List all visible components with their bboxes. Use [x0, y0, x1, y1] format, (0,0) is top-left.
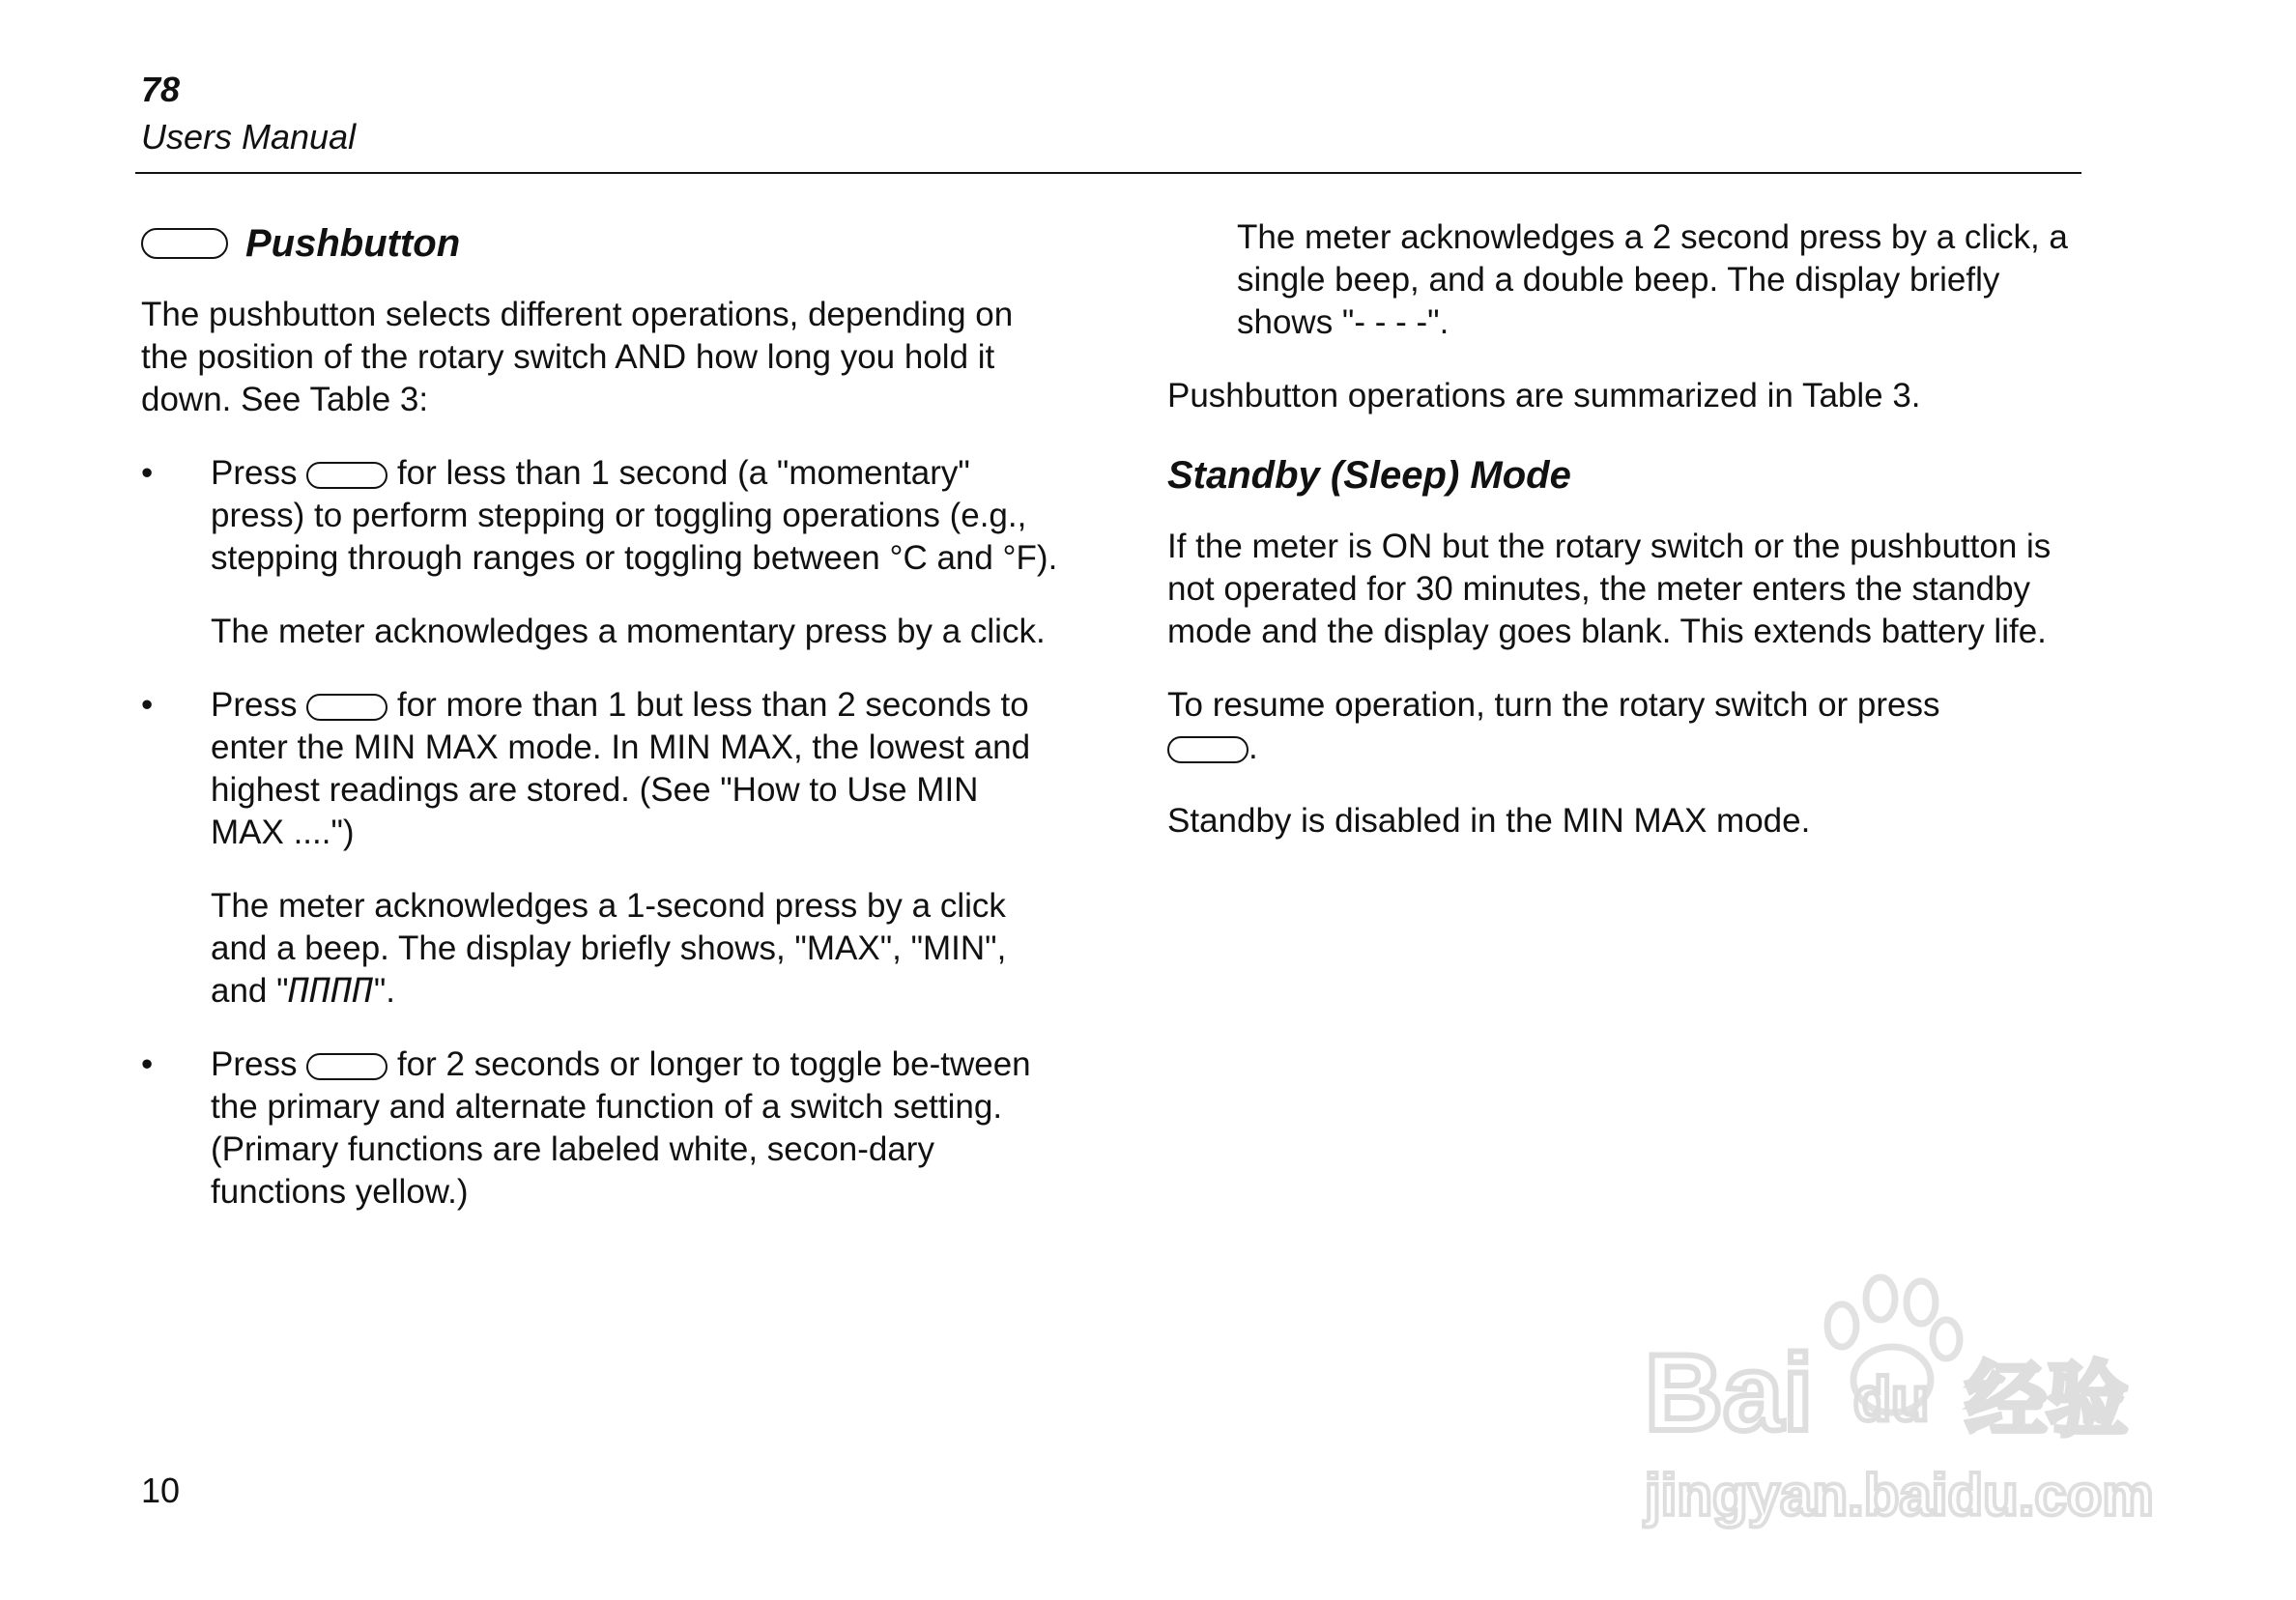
pushbutton-icon: [306, 462, 387, 489]
pushbutton-icon: [306, 694, 387, 721]
pushbutton-icon: [1167, 736, 1248, 763]
pushbutton-icon: [306, 1053, 387, 1080]
resume-paragraph: [1167, 684, 2085, 769]
bullet-followup: [211, 885, 1059, 1013]
standby-paragraph: If the meter is ON but the rotary switch or the pushbutton is not operated for 30 minutes, the meter enters the standby mode and the display goes blank. This extends battery life.: [1167, 528, 2052, 650]
list-item: [141, 452, 1059, 653]
watermark-brand-mark: du: [1853, 1364, 1930, 1434]
watermark-brand-cn: 经验: [1966, 1353, 2129, 1447]
bullet-icon: •: [141, 454, 154, 492]
continued-paragraph: The meter acknowledges a 2 second press by a click, a single beep, and a double beep. The display briefly shows "- - - -".: [1237, 218, 2068, 341]
header-page-ref: 78: [141, 70, 181, 109]
bullet-lead: Press: [211, 1045, 298, 1083]
followup-suffix: ".: [373, 972, 395, 1010]
bullet-icon: •: [141, 686, 154, 724]
left-column: [141, 216, 1059, 1244]
watermark-brand: Bai: [1645, 1332, 1814, 1453]
manual-title: Users Manual: [141, 117, 357, 157]
bullet-lead: Press: [211, 686, 298, 724]
lcd-display-glyphs: ΠΠΠΠ: [288, 972, 374, 1011]
list-item: [141, 684, 1059, 1013]
baidu-watermark: [1639, 1256, 2180, 1536]
bullet-text: for 2 seconds or longer to toggle be-tween the primary and alternate function of a switch setting. (Primary functions are labeled white, secon-dary functions yellow.): [211, 1045, 1031, 1211]
followup-prefix: The meter acknowledges a 1-second press by a click and a beep. The display briefly shows, "MAX", "MIN", and ": [211, 887, 1007, 1010]
pushbutton-intro: The pushbutton selects different operations, depending on the position of the rotary switch AND how long you hold it down. See Table 3:: [141, 296, 1014, 418]
pushbutton-bullet-list: [141, 452, 1059, 1214]
pushbutton-icon: [141, 228, 228, 259]
summary-paragraph: Pushbutton operations are summarized in Table 3.: [1167, 377, 1921, 414]
pushbutton-heading: [141, 216, 1059, 271]
bullet-text: for more than 1 but less than 2 seconds to enter the MIN MAX mode. In MIN MAX, the lowest and highest readings are stored. (See "How to Use MIN MAX ...."): [211, 686, 1031, 851]
bullet-text: for less than 1 second (a "momentary" press) to perform stepping or toggling operations (e.g., stepping through ranges or toggling between °C and °F).: [211, 454, 1058, 577]
bullet-lead: Press: [211, 454, 298, 492]
resume-text: To resume operation, turn the rotary switch or press: [1167, 686, 1940, 724]
bullet-followup: The meter acknowledges a momentary press by a click.: [211, 613, 1046, 650]
list-item: [141, 1043, 1059, 1214]
right-column: [1167, 216, 2085, 873]
standby-heading: Standby (Sleep) Mode: [1167, 454, 1571, 497]
pushbutton-heading-text: Pushbutton: [245, 222, 461, 265]
standby-disabled-paragraph: Standby is disabled in the MIN MAX mode.: [1167, 802, 1811, 840]
bullet-icon: •: [141, 1045, 154, 1083]
resume-end: .: [1248, 729, 1258, 766]
header-divider: [135, 172, 2081, 174]
watermark-url: jingyan.baidu.com: [1645, 1463, 2154, 1528]
page-number: 10: [141, 1471, 181, 1510]
